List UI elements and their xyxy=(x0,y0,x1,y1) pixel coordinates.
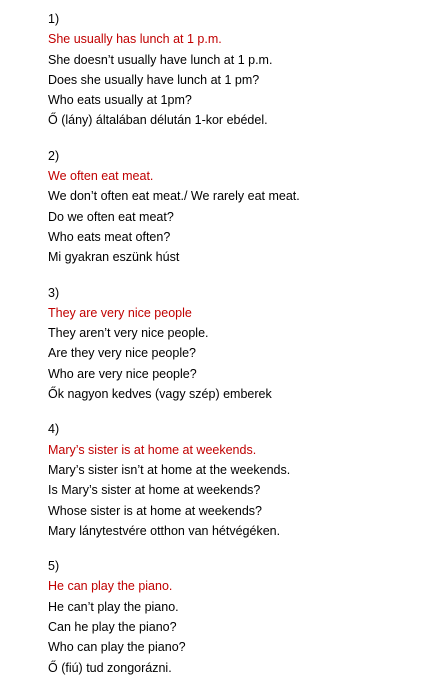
who-question-sentence: Who are very nice people? xyxy=(48,366,197,381)
translation-sentence: Ő (fiú) tud zongorázni. xyxy=(48,660,172,675)
exercise-4 xyxy=(48,419,438,541)
document-page xyxy=(48,9,438,693)
negative-sentence: He can’t play the piano. xyxy=(48,599,179,614)
statement-sentence: She usually has lunch at 1 p.m. xyxy=(48,32,222,47)
exercise-number: 3) xyxy=(48,285,60,300)
exercise-number: 1) xyxy=(48,12,60,26)
statement-sentence: He can play the piano. xyxy=(48,579,173,594)
who-question-sentence: Who can play the piano? xyxy=(48,640,186,655)
negative-sentence: We don’t often eat meat./ We rarely eat meat. xyxy=(48,189,300,204)
negative-sentence: She doesn’t usually have lunch at 1 p.m. xyxy=(48,52,273,67)
question-sentence: Is Mary’s sister at home at weekends? xyxy=(48,483,261,498)
negative-sentence: They aren’t very nice people. xyxy=(48,326,209,341)
translation-sentence: Mi gyakran eszünk húst xyxy=(48,250,180,265)
exercise-number: 4) xyxy=(48,422,60,437)
who-question-sentence: Who eats usually at 1pm? xyxy=(48,93,192,108)
question-sentence: Can he play the piano? xyxy=(48,620,177,635)
translation-sentence: Mary lánytestvére otthon van hétvégéken. xyxy=(48,523,281,538)
exercise-1 xyxy=(48,9,438,131)
question-sentence: Does she usually have lunch at 1 pm? xyxy=(48,72,260,87)
translation-sentence: Ők nagyon kedves (vagy szép) emberek xyxy=(48,387,272,402)
negative-sentence: Mary’s sister isn’t at home at the weekends. xyxy=(48,462,291,477)
exercise-2 xyxy=(48,146,438,268)
exercise-number: 5) xyxy=(48,559,60,574)
who-question-sentence: Whose sister is at home at weekends? xyxy=(48,503,262,518)
statement-sentence: We often eat meat. xyxy=(48,169,154,184)
who-question-sentence: Who eats meat often? xyxy=(48,229,171,244)
exercise-3 xyxy=(48,283,438,405)
question-sentence: Are they very nice people? xyxy=(48,346,197,361)
statement-sentence: They are very nice people xyxy=(48,305,192,320)
translation-sentence: Ő (lány) általában délután 1-kor ebédel. xyxy=(48,113,268,128)
exercise-5 xyxy=(48,556,438,678)
question-sentence: Do we often eat meat? xyxy=(48,209,174,224)
exercise-number: 2) xyxy=(48,148,60,163)
statement-sentence: Mary’s sister is at home at weekends. xyxy=(48,442,257,457)
